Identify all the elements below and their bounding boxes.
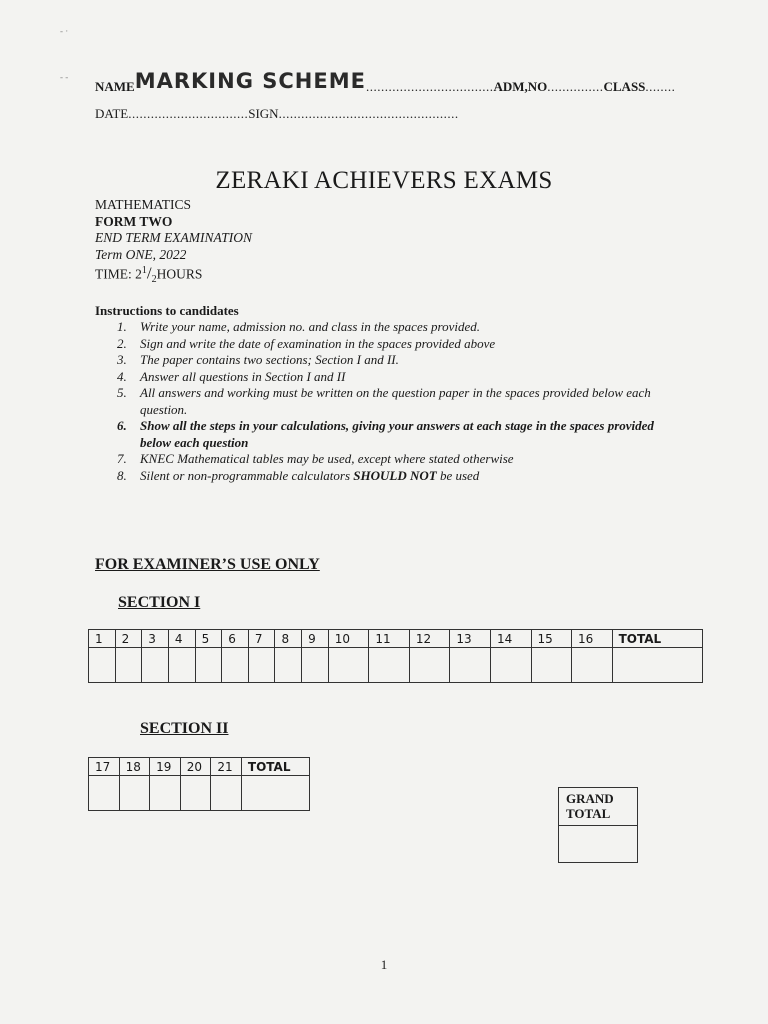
instruction-text: Answer all questions in Section I and II <box>140 368 346 384</box>
section1-score-table <box>88 629 703 683</box>
examiner-heading: FOR EXAMINER’S USE ONLY <box>95 556 320 573</box>
instruction-item <box>117 451 687 468</box>
question-column-header: 3 <box>142 630 169 648</box>
instruction-number: 1. <box>117 319 127 334</box>
question-score-cell[interactable] <box>275 648 302 683</box>
instruction-item <box>117 336 687 353</box>
sign-dots: ................................................ <box>278 106 459 121</box>
question-score-cell[interactable] <box>302 648 329 683</box>
instruction-text: Write your name, admission no. and class in the spaces provided. <box>140 319 481 334</box>
date-label: DATE <box>95 106 129 121</box>
question-score-cell[interactable] <box>490 648 531 683</box>
question-column-header: 21 <box>211 758 242 776</box>
question-score-cell[interactable] <box>168 648 195 683</box>
scan-speck: - - <box>60 72 69 82</box>
question-column-header: 19 <box>150 758 181 776</box>
exam-type: END TERM EXAMINATION <box>95 230 252 245</box>
instructions-heading: Instructions to candidates <box>95 303 239 318</box>
question-score-cell[interactable] <box>409 648 450 683</box>
instruction-text-part: Silent or non-programmable calculators <box>140 467 354 483</box>
question-column-header: 15 <box>531 630 572 648</box>
class-dots: ........ <box>645 79 676 94</box>
question-column-header: 5 <box>195 630 222 648</box>
name-dots: .................................. <box>365 79 494 94</box>
question-column-header: 12 <box>409 630 450 648</box>
question-column-header: 10 <box>328 630 369 648</box>
instruction-text-part: be used <box>436 467 480 483</box>
question-score-cell[interactable] <box>328 648 369 683</box>
question-score-cell[interactable] <box>180 776 211 811</box>
question-score-cell[interactable] <box>119 776 150 811</box>
grand-total-line2: TOTAL <box>566 806 611 821</box>
table-score-row <box>89 648 703 683</box>
question-score-cell[interactable] <box>150 776 181 811</box>
question-score-cell[interactable] <box>89 648 116 683</box>
section2-score-table <box>88 757 310 811</box>
instruction-item <box>117 369 687 386</box>
exam-time <box>95 263 252 289</box>
question-score-cell[interactable] <box>115 648 142 683</box>
instruction-number: 2. <box>117 335 127 351</box>
instruction-item <box>117 385 687 418</box>
time-slash: / <box>146 263 152 283</box>
exam-term: Term ONE, 2022 <box>95 246 187 262</box>
grand-total-label <box>559 788 637 826</box>
question-column-header: 18 <box>119 758 150 776</box>
instruction-number: 3. <box>117 352 127 367</box>
question-column-header: 6 <box>222 630 249 648</box>
total-score-cell[interactable] <box>612 648 702 683</box>
table-score-row <box>89 776 310 811</box>
instruction-text: KNEC Mathematical tables may be used, except where stated otherwise <box>140 451 514 466</box>
question-column-header: 11 <box>369 630 410 648</box>
question-column-header: 4 <box>168 630 195 648</box>
question-score-cell[interactable] <box>142 648 169 683</box>
instruction-text: All answers and working must be written on the question paper in the spaces provided below each question. <box>140 385 651 417</box>
question-score-cell[interactable] <box>369 648 410 683</box>
instruction-number: 4. <box>117 368 127 384</box>
scan-speck: - · <box>60 26 69 36</box>
total-column-header: TOTAL <box>612 630 702 648</box>
table-header-row <box>89 758 310 776</box>
question-column-header: 2 <box>115 630 142 648</box>
question-column-header: 14 <box>490 630 531 648</box>
instruction-text: Show all the steps in your calculations, giving your answers at each stage in the spaces provided below each question <box>140 418 654 450</box>
instruction-text: Sign and write the date of examination in the spaces provided above <box>140 335 496 351</box>
question-score-cell[interactable] <box>89 776 120 811</box>
class-label: CLASS <box>603 79 646 94</box>
instruction-item <box>117 319 687 336</box>
time-label: TIME: 2 <box>95 266 142 282</box>
form-level: FORM TWO <box>95 213 173 229</box>
instruction-number: 7. <box>117 451 127 466</box>
question-column-header: 9 <box>302 630 329 648</box>
time-denominator: 2 <box>151 274 157 286</box>
question-column-header: 20 <box>180 758 211 776</box>
question-score-cell[interactable] <box>450 648 491 683</box>
question-score-cell[interactable] <box>572 648 613 683</box>
question-score-cell[interactable] <box>531 648 572 683</box>
exam-title: ZERAKI ACHIEVERS EXAMS <box>215 167 553 194</box>
instruction-number: 8. <box>117 467 127 483</box>
sign-label: SIGN <box>248 106 279 121</box>
question-column-header: 13 <box>450 630 491 648</box>
subject: MATHEMATICS <box>95 197 192 212</box>
instruction-item <box>117 468 687 485</box>
date-dots: ................................ <box>128 106 249 121</box>
instruction-item <box>117 352 687 369</box>
question-column-header: 16 <box>572 630 613 648</box>
adm-label: ADM,NO <box>493 79 548 94</box>
instruction-number: 5. <box>117 385 127 400</box>
instructions-list <box>117 319 687 484</box>
grand-total-line1: GRAND <box>566 791 614 806</box>
table-header-row <box>89 630 703 648</box>
name-handwritten-value: MARKING SCHEME <box>134 69 366 93</box>
time-unit: HOURS <box>156 266 203 282</box>
question-column-header: 17 <box>89 758 120 776</box>
section2-heading: SECTION II <box>140 720 229 737</box>
instruction-text: The paper contains two sections; Section I and II. <box>140 352 399 367</box>
instruction-emphasis: SHOULD NOT <box>353 467 437 483</box>
question-column-header: 8 <box>275 630 302 648</box>
instruction-number: 6. <box>117 418 127 433</box>
name-label: NAME <box>95 79 135 94</box>
instruction-text <box>140 468 687 485</box>
page-number: 1 <box>380 957 388 972</box>
question-score-cell[interactable] <box>222 648 249 683</box>
section1-heading: SECTION I <box>118 594 201 611</box>
instruction-item <box>117 418 687 451</box>
exam-meta <box>95 197 252 289</box>
grand-total-box <box>558 787 638 863</box>
question-score-cell[interactable] <box>195 648 222 683</box>
time-numerator: 1 <box>141 265 147 276</box>
question-score-cell[interactable] <box>248 648 275 683</box>
question-score-cell[interactable] <box>211 776 242 811</box>
question-column-header: 1 <box>89 630 116 648</box>
question-column-header: 7 <box>248 630 275 648</box>
date-line <box>95 106 459 122</box>
name-line <box>95 69 676 96</box>
total-score-cell[interactable] <box>241 776 309 811</box>
total-column-header: TOTAL <box>241 758 309 776</box>
adm-dots: ............... <box>547 79 604 94</box>
